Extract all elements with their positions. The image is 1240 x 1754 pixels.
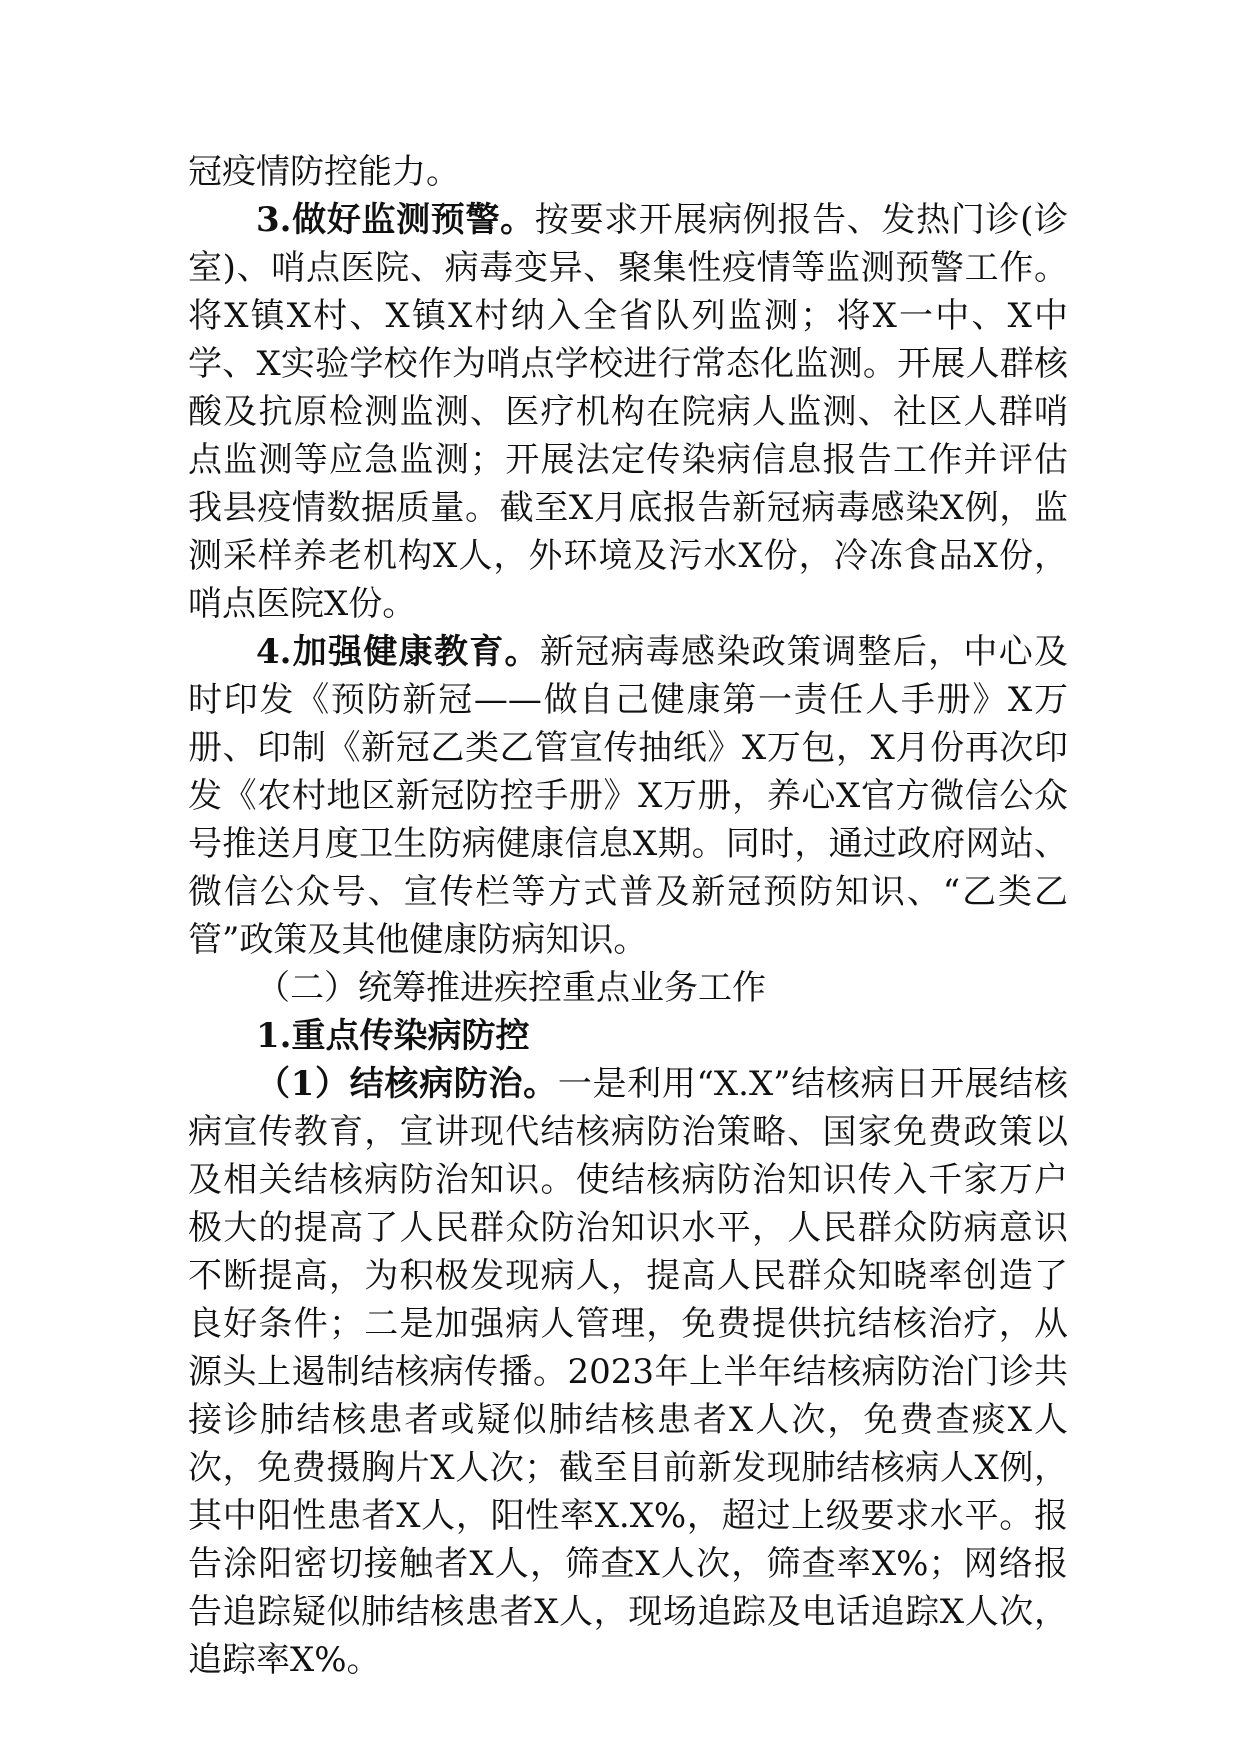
paragraph-monitoring-warning	[188, 196, 1068, 628]
paragraph-text: 冠疫情防控能力。	[188, 152, 460, 192]
paragraph-lead: 4.加强健康教育。	[256, 632, 540, 672]
document-page	[188, 148, 1068, 1684]
paragraph-text: 新冠病毒感染政策调整后，中心及时印发《预防新冠——做自己健康第一责任人手册》X万册、印制《新冠乙类乙管宣传抽纸》X万包，X月份再次印发《农村地区新冠防控手册》X万册，养心X官方微信公众号推送月度卫生防病健康信息X期。同时，通过政府网站、微信公众号、宣传栏等方式普及新冠预防知识、“乙类乙管”政策及其他健康防病知识。	[188, 632, 1068, 960]
section-heading: （二）统筹推进疾控重点业务工作	[256, 968, 766, 1008]
sub-heading: 1.重点传染病防控	[256, 1016, 530, 1056]
paragraph-text: 按要求开展病例报告、发热门诊(诊室)、哨点医院、病毒变异、聚集性疫情等监测预警工作。将X镇X村、X镇X村纳入全省队列监测；将X一中、X中学、X实验学校作为哨点学校进行常态化监测。开展人群核酸及抗原检测监测、医疗机构在院病人监测、社区人群哨点监测等应急监测；开展法定传染病信息报告工作并评估我县疫情数据质量。截至X月底报告新冠病毒感染X例，监测采样养老机构X人，外环境及污水X份，冷冻食品X份，哨点医院X份。	[188, 200, 1068, 624]
paragraph-tuberculosis	[188, 1060, 1068, 1684]
paragraph-lead: （1）结核病防治。	[256, 1064, 558, 1104]
paragraph-lead: 3.做好监测预警。	[256, 200, 535, 240]
paragraph-text: 一是利用“X.X”结核病日开展结核病宣传教育，宣讲现代结核病防治策略、国家免费政策以及相关结核病防治知识。使结核病防治知识传入千家万户极大的提高了人民群众防治知识水平，人民群众防病意识不断提高，为积极发现病人，提高人民群众知晓率创造了良好条件；二是加强病人管理，免费提供抗结核治疗，从源头上遏制结核病传播。2023年上半年结核病防治门诊共接诊肺结核患者或疑似肺结核患者X人次，免费查痰X人次，免费摄胸片X人次；截至目前新发现肺结核病人X例，其中阳性患者X人，阳性率X.X%，超过上级要求水平。报告涂阳密切接触者X人，筛查X人次，筛查率X%；网络报告追踪疑似肺结核患者X人，现场追踪及电话追踪X人次，追踪率X%。	[188, 1064, 1068, 1680]
paragraph-health-education	[188, 628, 1068, 964]
paragraph-continuation	[188, 148, 1068, 196]
